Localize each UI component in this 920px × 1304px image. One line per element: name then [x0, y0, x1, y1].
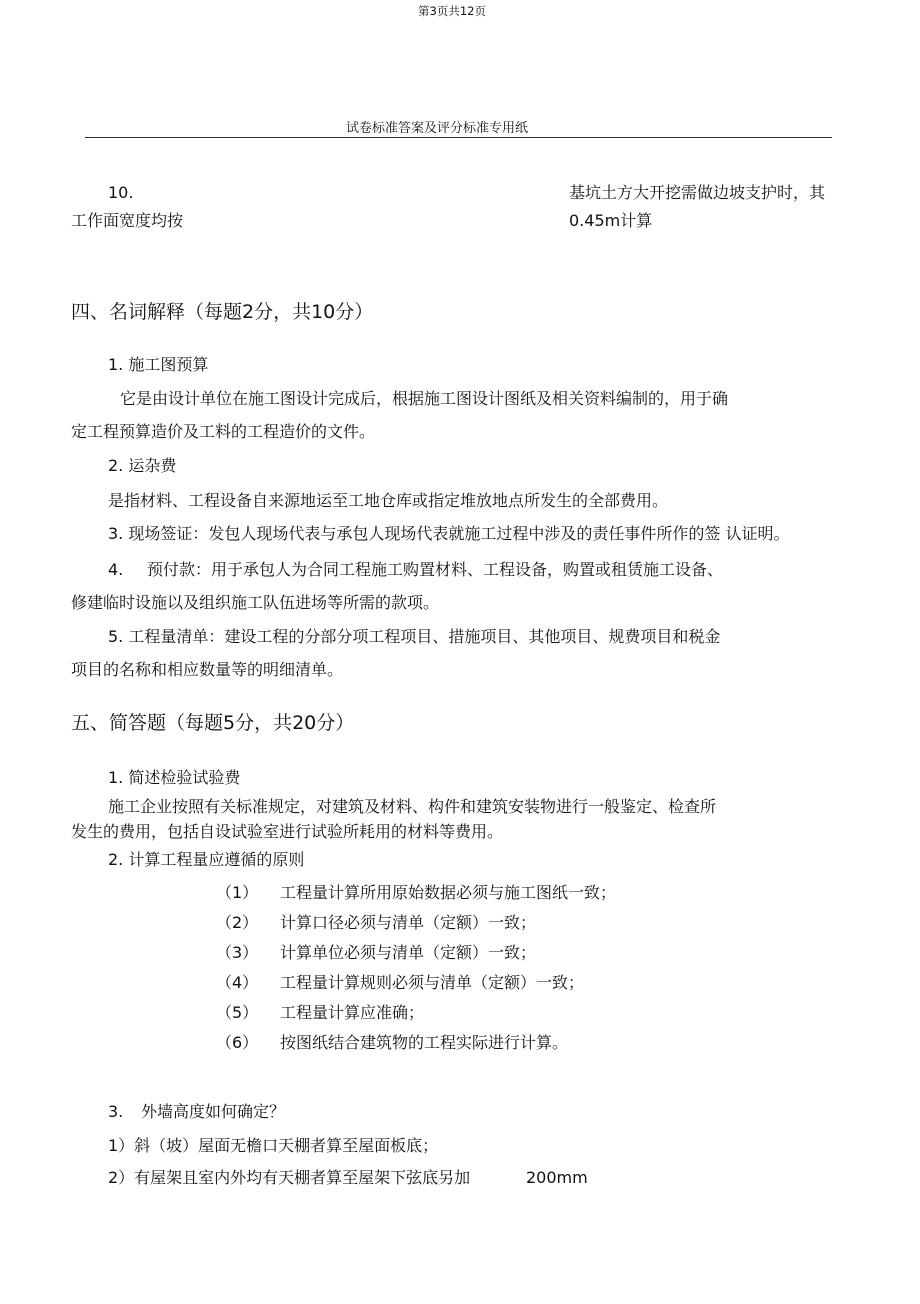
- s4-item5-line1: 5. 工程量清单：建设工程的分部分项工程项目、措施项目、其他项目、规费项目和税金: [108, 627, 721, 646]
- paper-title: 试卷标准答案及评分标准专用纸: [346, 121, 529, 136]
- s5-q2-item-text: 工程量计算规则必须与清单（定额）一致；: [280, 973, 585, 992]
- s5-q3-answer2: 2）有屋架且室内外均有天棚者算至屋架下弦底另加: [108, 1168, 471, 1187]
- s5-q3-answer1: 1）斜（坡）屋面无檐口天棚者算至屋面板底；: [108, 1136, 439, 1155]
- s5-q1-line1: 施工企业按照有关标准规定，对建筑及材料、构件和建筑安装物进行一般鉴定、检查所: [108, 797, 717, 816]
- s4-item2-title: 2. 运杂费: [108, 456, 177, 475]
- s5-q2-title: 2. 计算工程量应遵循的原则: [108, 850, 305, 869]
- s4-item3-line1: 3. 现场签证：发包人现场代表与承包人现场代表就施工过程中涉及的责任事件所作的签 认证明。: [108, 524, 790, 543]
- q10-text-right: 基坑土方大开挖需做边坡支护时，其: [569, 183, 826, 202]
- s4-item2-line1: 是指材料、工程设备自来源地运至工地仓库或指定堆放地点所发生的全部费用。: [108, 491, 669, 510]
- s5-q2-item-text: 按图纸结合建筑物的工程实际进行计算。: [280, 1033, 569, 1052]
- s5-q3-answer2-value: 200mm: [526, 1168, 588, 1187]
- q10-text-left: 工作面宽度均按: [71, 211, 184, 230]
- s5-q2-item-num: （2）: [216, 913, 259, 932]
- s5-q2-item-text: 工程量计算应准确；: [280, 1003, 425, 1022]
- s4-item1-title: 1. 施工图预算: [108, 355, 209, 374]
- s5-q2-item-text: 工程量计算所用原始数据必须与施工图纸一致；: [280, 883, 617, 902]
- s5-q2-item-num: （3）: [216, 943, 259, 962]
- s4-item4-line2: 修建临时设施以及组织施工队伍进场等所需的款项。: [71, 593, 440, 612]
- s4-item1-line1: 它是由设计单位在施工图设计完成后，根据施工图设计图纸及相关资料编制的，用于确: [120, 389, 729, 408]
- s5-q2-item-num: （5）: [216, 1003, 259, 1022]
- q10-number: 10.: [108, 183, 134, 202]
- s5-q1-line2: 发生的费用，包括自设试验室进行试验所耗用的材料等费用。: [71, 822, 504, 841]
- s4-item1-line2: 定工程预算造价及工料的工程造价的文件。: [71, 422, 376, 441]
- s4-item5-line2: 项目的名称和相应数量等的明细清单。: [71, 660, 344, 679]
- s5-q2-item-text: 计算口径必须与清单（定额）一致；: [280, 913, 537, 932]
- section5-heading: 五、简答题（每题5分，共20分）: [71, 712, 355, 734]
- s5-q2-item-num: （4）: [216, 973, 259, 992]
- s5-q2-item-text: 计算单位必须与清单（定额）一致；: [280, 943, 537, 962]
- s4-item4-line1: 预付款：用于承包人为合同工程施工购置材料、工程设备，购置或租赁施工设备、: [147, 560, 724, 579]
- section4-heading: 四、名词解释（每题2分，共10分）: [71, 301, 374, 323]
- s4-item4-num: 4.: [108, 560, 124, 579]
- header-divider: [85, 137, 832, 138]
- s5-q2-item-num: （1）: [216, 883, 259, 902]
- s5-q1-title: 1. 简述检验试验费: [108, 768, 241, 787]
- q10-value: 0.45m计算: [569, 211, 653, 230]
- s5-q3-num: 3.: [108, 1102, 124, 1121]
- s5-q2-item-num: （6）: [216, 1033, 259, 1052]
- s5-q3-title: 外墙高度如何确定？: [141, 1102, 286, 1121]
- page-indicator: 第3页共12页: [418, 4, 486, 18]
